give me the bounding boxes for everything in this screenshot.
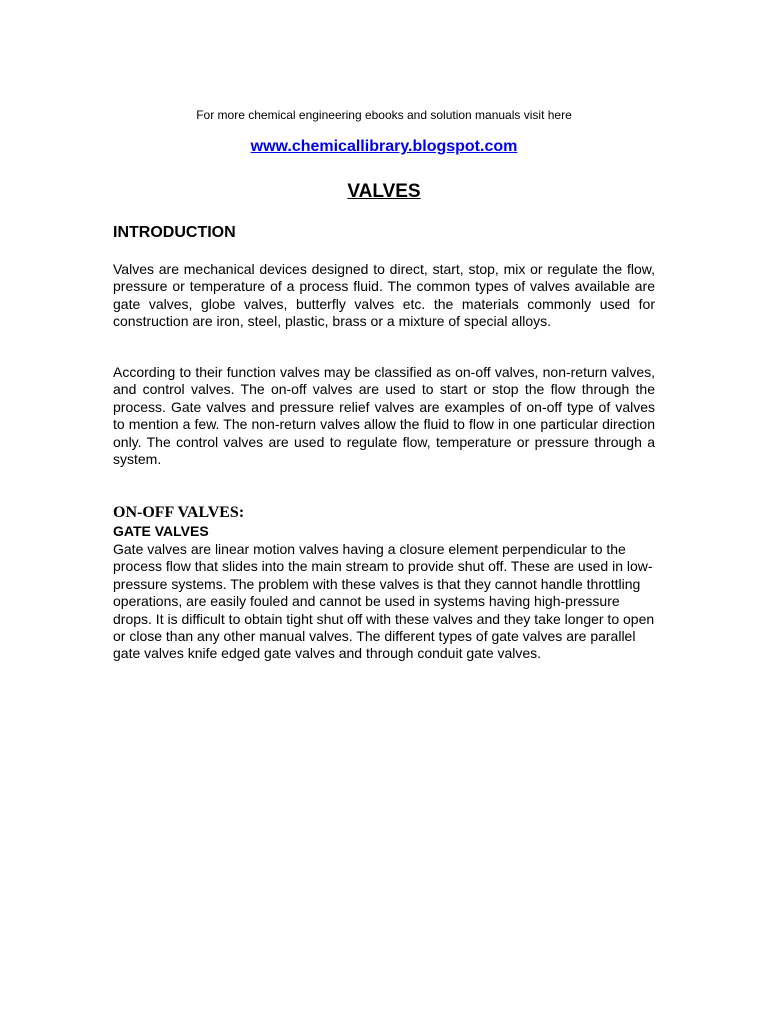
gate-valves-paragraph: Gate valves are linear motion valves having a closure element perpendicular to the process flow that slides into the main stream to provide shut off. These are used in low-pressure systems. The problem with these valves is that they cannot handle throttling operations, are easily fouled and cannot be used in systems having high-pressure drops. It is difficult to obtain tight shut off with these valves and they take longer to open or close than any other manual valves. The different types of gate valves are parallel gate valves knife edged gate valves and through conduit gate valves. — [113, 541, 655, 662]
introduction-paragraph-1: Valves are mechanical devices designed to direct, start, stop, mix or regulate the flow, pressure or temperature of a process fluid. The common types of valves available are gate valves, globe valves, butterfly valves etc. the materials commonly used for construction are iron, steel, plastic, brass or a mixture of special alloys. — [113, 261, 655, 330]
header-note: For more chemical engineering ebooks and solution manuals visit here — [196, 108, 572, 122]
website-link[interactable]: www.chemicallibrary.blogspot.com — [250, 138, 518, 155]
document-title: VALVES — [347, 181, 421, 202]
introduction-paragraph-2: According to their function valves may be classified as on-off valves, non-return valves, and control valves. The on-off valves are used to start or stop the flow through the process. Gate valves and pressure relief valves are examples of on-off type of valves to mention a few. The non-return valves allow the fluid to flow in one particular direction only. The control valves are used to regulate flow, temperature or pressure through a system. — [113, 364, 655, 468]
gate-valves-heading: GATE VALVES — [113, 523, 209, 539]
introduction-heading: INTRODUCTION — [113, 224, 236, 241]
on-off-valves-heading: ON-OFF VALVES: — [113, 504, 245, 521]
site-link-container — [0, 138, 768, 156]
